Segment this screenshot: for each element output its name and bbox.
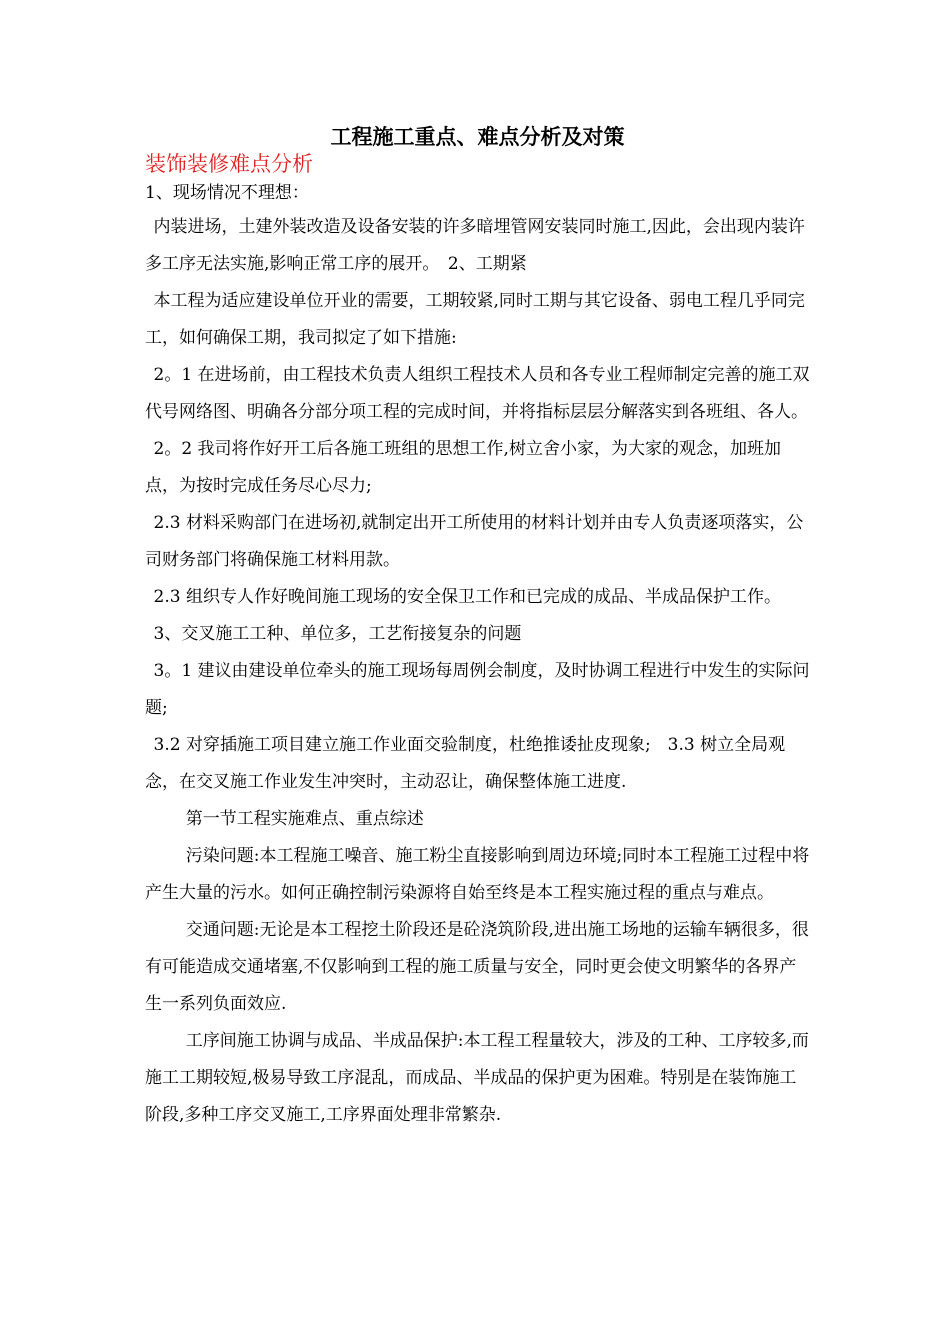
paragraph-8: 3、交叉施工工种、单位多，工艺衔接复杂的问题 [153,624,522,644]
paragraph-3: 本工程为适应建设单位开业的需要，工期较紧,同时工期与其它设备、弱电工程几乎同完工，如何确保工期，我司拟定了如下措施: [145,291,805,348]
paragraph-2: 内装进场，土建外装改造及设备安装的许多暗埋管网安装同时施工,因此，会出现内装许多工序无法实施,影响正常工序的展开。 2、工期紧 [145,217,805,274]
paragraph-1: 1、现场情况不理想： [145,183,309,203]
paragraph-13: 交通问题:无论是本工程挖土阶段还是砼浇筑阶段,进出施工场地的运输车辆很多，很有可能造成交通堵塞,不仅影响到工程的施工质量与安全，同时更会使文明繁华的各界产生一系列负面效应. [145,920,809,1014]
paragraph-4: 2。1 在进场前，由工程技术负责人组织工程技术人员和各专业工程师制定完善的施工双代号网络图、明确各分部分项工程的完成时间，并将指标层层分解落实到各班组、各人。 [145,365,810,422]
paragraph-9: 3。1 建议由建设单位牵头的施工现场每周例会制度，及时协调工程进行中发生的实际问题; [145,661,810,718]
paragraph-6: 2.3 材料采购部门在进场初,就制定出开工所使用的材料计划并由专人负责逐项落实，公司财务部门将确保施工材料用款。 [145,513,804,570]
paragraph-12: 污染问题:本工程施工噪音、施工粉尘直接影响到周边环境;同时本工程施工过程中将产生大量的污水。如何正确控制污染源将自始至终是本工程实施过程的重点与难点。 [145,846,810,903]
paragraph-14: 工序间施工协调与成品、半成品保护:本工程工程量较大，涉及的工种、工序较多,而施工工期较短,极易导致工序混乱，而成品、半成品的保护更为困难。特别是在装饰施工阶段,多种工序交叉施工,工序界面处理非常繁杂. [145,1031,809,1125]
paragraph-10: 3.2 对穿插施工项目建立施工作业面交验制度，杜绝推诿扯皮现象; 3.3 树立全局观念，在交叉施工作业发生冲突时，主动忍让，确保整体施工进度. [145,735,786,792]
document-title: 工程施工重点、难点分析及对策 [330,124,625,149]
document-body [145,122,810,1134]
paragraph-5: 2。2 我司将作好开工后各施工班组的思想工作,树立舍小家，为大家的观念，加班加点，为按时完成任务尽心尽力; [145,439,781,496]
section-heading: 装饰装修难点分析 [145,152,313,176]
paragraph-11: 第一节工程实施难点、重点综述 [185,809,424,829]
paragraph-7: 2.3 组织专人作好晚间施工现场的安全保卫工作和已完成的成品、半成品保护工作。 [153,587,781,607]
